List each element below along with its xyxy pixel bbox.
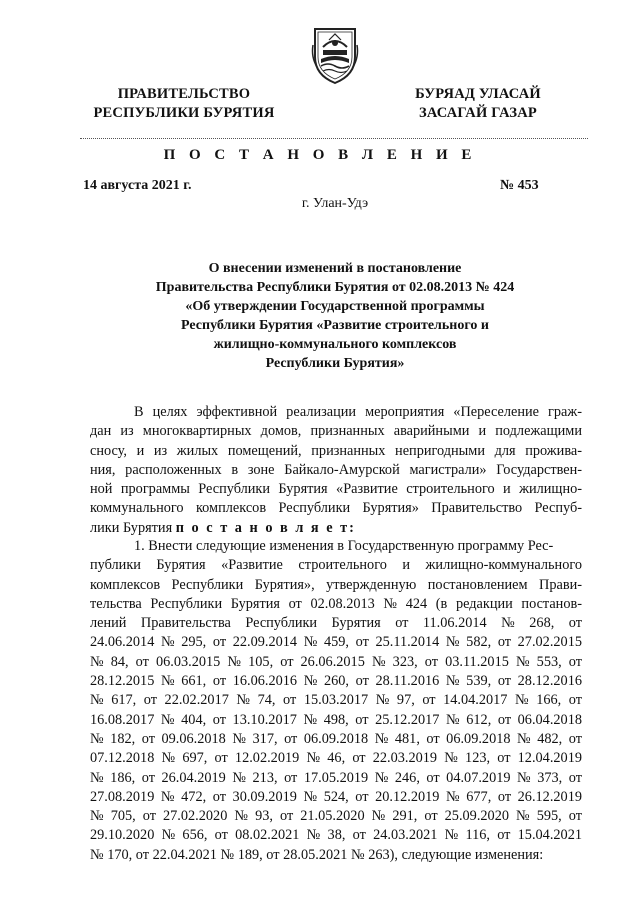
paragraph-line: № 186, от 26.04.2019 № 213, от 17.05.2019 № 246, от 04.07.2019 № 373, от [90,769,582,786]
paragraph-line: комплексов Республики Бурятия», утвержденную постановлением Прави- [90,576,582,593]
paragraph-line: В целях эффективной реализации мероприятия «Переселение граж- [134,404,582,420]
resolves-keyword: п о с т а н о в л я е т: [175,519,356,536]
paragraph-line: коммунального комплексов Республики Бурятия» Правительство Респуб- [90,500,582,517]
header-left-line-1: ПРАВИТЕЛЬСТВО [117,86,251,102]
title-line: «Об утверждении Государственной программы [185,299,485,314]
paragraph-line: сносу, и из жилых помещений, признанных непригодными для прожива- [90,442,582,459]
title-line: Республики Бурятия «Развитие строительного и [181,318,489,333]
paragraph-line: тельства Республики Бурятия от 02.08.2013 № 424 (в редакции постанов- [90,595,582,612]
document-number: № 453 [500,178,539,193]
header-left [80,85,288,123]
document-city: г. Улан-Удэ [301,196,369,211]
title-line: жилищно-коммунального комплексов [213,337,457,352]
paragraph-line: лений Правительства Республики Бурятия от 11.06.2014 № 268, от [90,615,582,632]
paragraph-line: № 170, от 22.04.2021 № 189, от 28.05.2021 № 263), следующие изменения: [90,846,544,863]
header-right [392,85,564,123]
preamble-paragraph [90,403,582,538]
paragraph-line: 28.12.2015 № 661, от 16.06.2016 № 260, от 28.11.2016 № 539, от 28.12.2016 [90,673,582,690]
document-title [100,259,570,373]
paragraph-line: ния, расположенных в зоне Байкало-Амурской магистрали» Государствен- [90,461,582,478]
paragraph-line: 07.12.2018 № 697, от 12.02.2019 № 46, от 22.03.2019 № 123, от 12.04.2019 [90,750,582,767]
paragraph-line: ной программы Республики Бурятия «Развитие строительного и жилищно- [90,481,582,498]
paragraph-line: № 617, от 22.02.2017 № 74, от 15.03.2017 № 97, от 14.04.2017 № 166, от [90,692,582,709]
document-date: 14 августа 2021 г. [83,178,192,193]
item-1-paragraph [90,537,582,865]
paragraph-line: 24.06.2014 № 295, от 22.09.2014 № 459, от 25.11.2014 № 582, от 27.02.2015 [90,634,582,651]
header-left-line-2: РЕСПУБЛИКИ БУРЯТИЯ [93,105,275,121]
paragraph-line: № 84, от 06.03.2015 № 105, от 26.06.2015 № 323, от 03.11.2015 № 553, от [90,653,582,670]
paragraph-line: № 182, от 09.06.2018 № 317, от 06.09.2018 № 481, от 06.09.2018 № 482, от [90,730,582,747]
paragraph-line: публики Бурятия «Развитие строительного и жилищно-коммунального [90,557,582,574]
paragraph-line: 29.10.2020 № 656, от 08.02.2021 № 38, от 24.03.2021 № 116, от 15.04.2021 [90,827,582,844]
paragraph-last-line [90,519,582,538]
paragraph-line: 16.08.2017 № 404, от 13.10.2017 № 498, от 25.12.2017 № 612, от 06.04.2018 [90,711,582,728]
paragraph-line: дан из многоквартирных домов, признанных аварийными и подлежащими [90,423,582,440]
paragraph-last-line-text: лики Бурятия [90,519,176,536]
title-line: Республики Бурятия» [265,356,405,371]
coat-of-arms-emblem [309,23,361,85]
paragraph-line: 1. Внести следующие изменения в Государственную программу Рес- [134,538,554,554]
header-right-line-1: БУРЯАД УЛАСАЙ [415,86,541,102]
document-type: П О С Т А Н О В Л Е Н И Е [163,147,477,163]
title-line: О внесении изменений в постановление [208,261,462,276]
title-line: Правительства Республики Бурятия от 02.08.2013 № 424 [155,280,515,295]
header-divider [80,138,588,139]
paragraph-line: 27.08.2019 № 472, от 30.09.2019 № 524, от 20.12.2019 № 677, от 26.12.2019 [90,788,582,805]
paragraph-line: № 705, от 27.02.2020 № 93, от 21.05.2020 № 291, от 25.09.2020 № 595, от [90,808,582,825]
header-right-line-2: ЗАСАГАЙ ГАЗАР [419,105,537,121]
